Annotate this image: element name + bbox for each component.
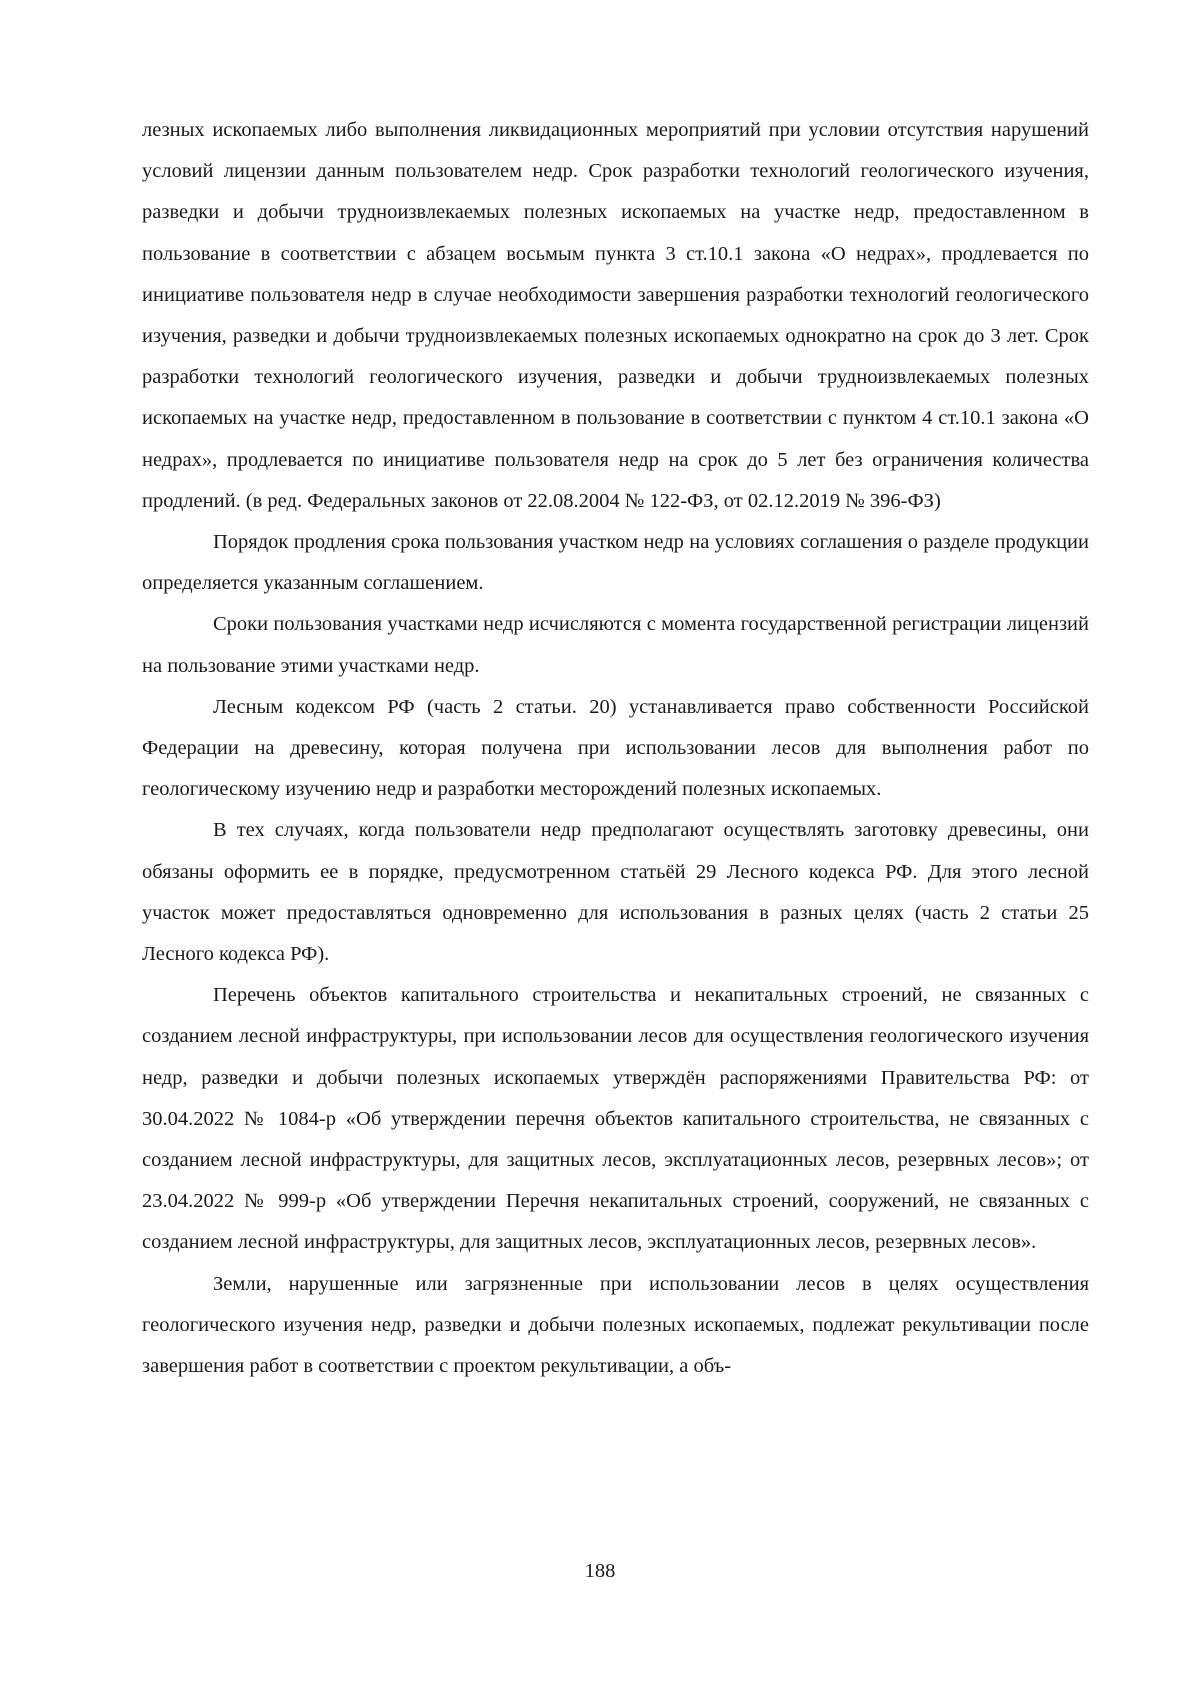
page-number: 188 (584, 1560, 616, 1582)
paragraph-continuation: лезных ископаемых либо выполнения ликвидационных мероприятий при условии отсутствия нарушений условий лицензии данным пользователем недр. Срок разработки технологий геологического изучения, разведки и добычи трудноизвлекаемых полезных ископаемых на участке недр, предоставленном в пользование в соответствии с абзацем восьмым пункта 3 ст.10.1 закона «О недрах», продлевается по инициативе пользователя недр в случае необходимости завершения разработки технологий геологического изучения, разведки и добычи трудноизвлекаемых полезных ископаемых однократно на срок до 3 лет. Срок разработки технологий геологического изучения, разведки и добычи трудноизвлекаемых полезных ископаемых на участке недр, предоставленном в пользование в соответствии с пунктом 4 ст.10.1 закона «О недрах», продлевается по инициативе пользователя недр на срок до 5 лет без ограничения количества продлений. (в ред. Федеральных законов от 22.08.2004 № 122-ФЗ, от 02.12.2019 № 396-ФЗ) (142, 119, 1089, 512)
body-text (142, 110, 1089, 1387)
paragraph-license-terms: Сроки пользования участками недр исчисляются с момента государственной регистрации лицензий на пользование этими участками недр. (142, 613, 1089, 677)
paragraph-timber-harvesting: В тех случаях, когда пользователи недр предполагают осуществлять заготовку древесины, они обязаны оформить ее в порядке, предусмотренном статьёй 29 Лесного кодекса РФ. Для этого лесной участок может предоставляться одновременно для использования в разных целях (часть 2 статьи 25 Лесного кодекса РФ). (142, 819, 1089, 966)
paragraph-capital-construction-list: Перечень объектов капитального строительства и некапитальных строений, не связанных с созданием лесной инфраструктуры, при использовании лесов для осуществления геологического изучения недр, разведки и добычи полезных ископаемых утверждён распоряжениями Правительства РФ: от 30.04.2022 № 1084-р «Об утверждении перечня объектов капитального строительства, не связанных с созданием лесной инфраструктуры, для защитных лесов, эксплуатационных лесов, резервных лесов»; от 23.04.2022 № 999-р «Об утверждении Перечня некапитальных строений, сооружений, не связанных с созданием лесной инфраструктуры, для защитных лесов, эксплуатационных лесов, резервных лесов». (142, 984, 1089, 1254)
paragraph-psa-extension: Порядок продления срока пользования участком недр на условиях соглашения о разделе продукции определяется указанным соглашением. (142, 531, 1089, 595)
paragraph-forest-code-ownership: Лесным кодексом РФ (часть 2 статьи. 20) устанавливается право собственности Российской Федерации на древесину, которая получена при использовании лесов для выполнения работ по геологическому изучению недр и разработки месторождений полезных ископаемых. (142, 695, 1089, 801)
paragraph-land-reclamation: Земли, нарушенные или загрязненные при использовании лесов в целях осуществления геологического изучения недр, разведки и добычи полезных ископаемых, подлежат рекультивации после завершения работ в соответствии с проектом рекультивации, а объ- (142, 1272, 1089, 1378)
